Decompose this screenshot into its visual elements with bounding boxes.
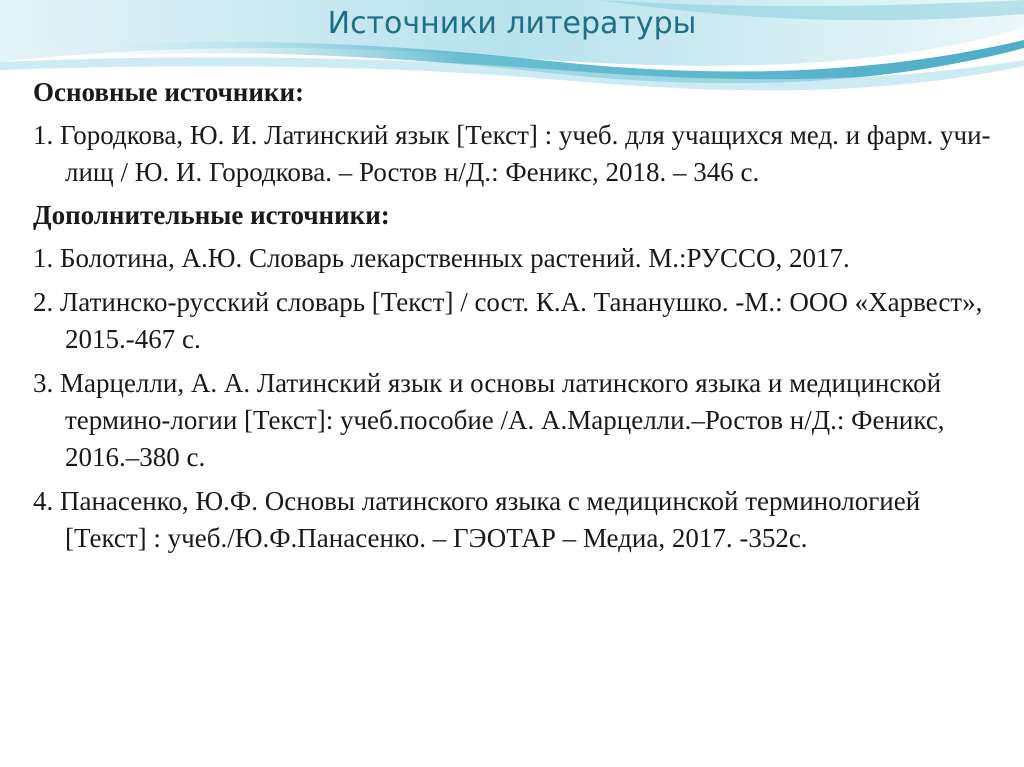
additional-source-item-1: 1. Болотина, А.Ю. Словарь лекарственных растений. М.:РУССО, 2017. — [33, 243, 850, 273]
additional-source-item-4: 4. Панасенко, Ю.Ф. Основы латинского языка с медицинской терминологией [Текст] : учеб./Ю.Ф.Панасенко. – ГЭОТАР – Медиа, 2017. -352с. — [33, 486, 921, 553]
main-sources-heading: Основные источники: — [33, 77, 305, 107]
additional-source-item-3: 3. Марцелли, А. А. Латинский язык и основы латинского языка и медицинской термино-логии [Текст]: учеб.пособие /А. А.Марцелли.–Ростов н/Д.: Феникс, 2016.–380 с. — [33, 368, 945, 472]
additional-source-item-2: 2. Латинско-русский словарь [Текст] / сост. К.А. Тананушко. -М.: ООО «Харвест», 2015.-467 с. — [33, 287, 983, 354]
main-source-item-1: 1. Городкова, Ю. И. Латинский язык [Текст] : учеб. для учащихся мед. и фарм. учи-лищ / Ю. И. Городкова. – Ростов н/Д.: Феникс, 2018. – 346 с. — [33, 120, 991, 187]
slide-title: Источники литературы — [327, 6, 697, 41]
bibliography-content — [33, 74, 993, 557]
additional-sources-heading: Дополнительные источники: — [33, 200, 390, 230]
